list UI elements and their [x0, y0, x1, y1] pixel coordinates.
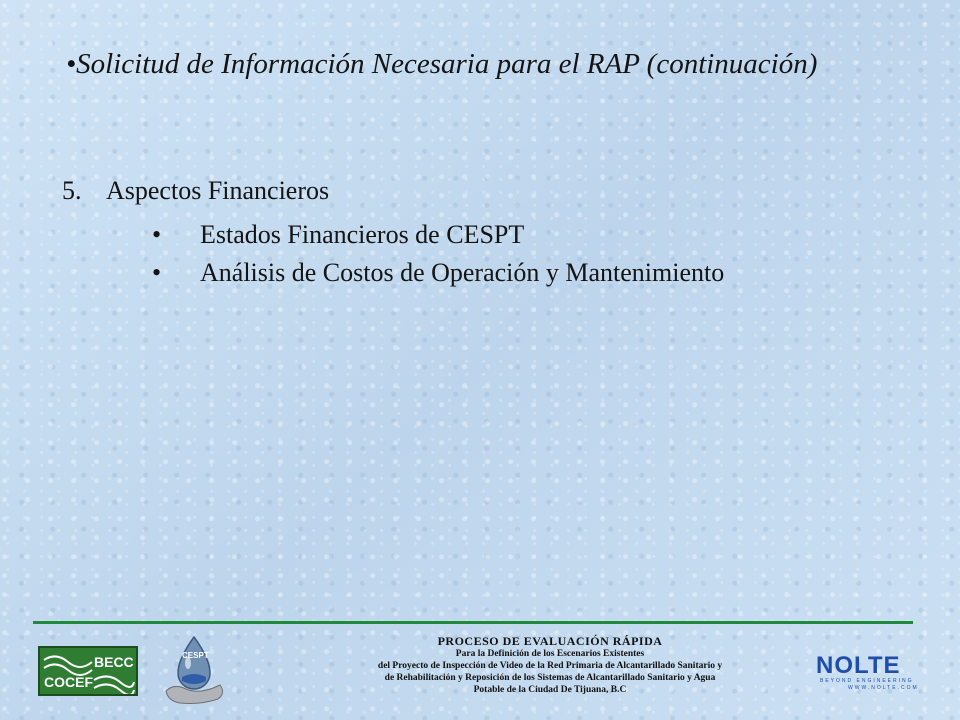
nolte-url: WWW.NOLTE.COM: [848, 685, 919, 691]
bullet-marker: •: [152, 258, 162, 287]
slide-title: •Solicitud de Información Necesaria para el RAP (continuación): [66, 48, 818, 80]
footer-rule: [33, 621, 913, 624]
footer-line: Potable de la Ciudad De Tijuana, B.C: [473, 684, 627, 695]
bullet-text: Análisis de Costos de Operación y Mantenimiento: [200, 258, 725, 287]
nolte-wordmark: NOLTE: [816, 652, 901, 679]
footer-line: del Proyecto de Inspección de Video de la Red Primaria de Alcantarillado Sanitario y: [377, 660, 723, 671]
cocef-text: COCEF: [44, 674, 93, 690]
becc-text: BECC: [94, 654, 134, 670]
footer-line: Para la Definición de los Escenarios Existentes: [455, 649, 645, 659]
bullet-item: [152, 258, 724, 288]
footer-line: de Rehabilitación y Reposición de los Sistemas de Alcantarillado Sanitario y Agua: [384, 672, 716, 683]
section-label: Aspectos Financieros: [106, 176, 330, 205]
nolte-logo: [812, 652, 922, 692]
becc-cocef-logo: [38, 646, 138, 696]
footer-text: [300, 634, 800, 697]
bullet-item: [152, 220, 524, 250]
section-heading: [62, 176, 329, 206]
footer-title: PROCESO DE EVALUACIÓN RÁPIDA: [437, 634, 663, 648]
bullet-text: Estados Financieros de CESPT: [200, 220, 525, 249]
cespt-text: CESPT: [182, 651, 209, 660]
section-number: 5.: [62, 176, 82, 205]
bullet-marker: •: [152, 220, 162, 249]
nolte-tagline: BEYOND ENGINEERING: [820, 678, 914, 684]
cespt-logo: [160, 633, 230, 705]
water-drop-hand-icon: [160, 633, 230, 705]
